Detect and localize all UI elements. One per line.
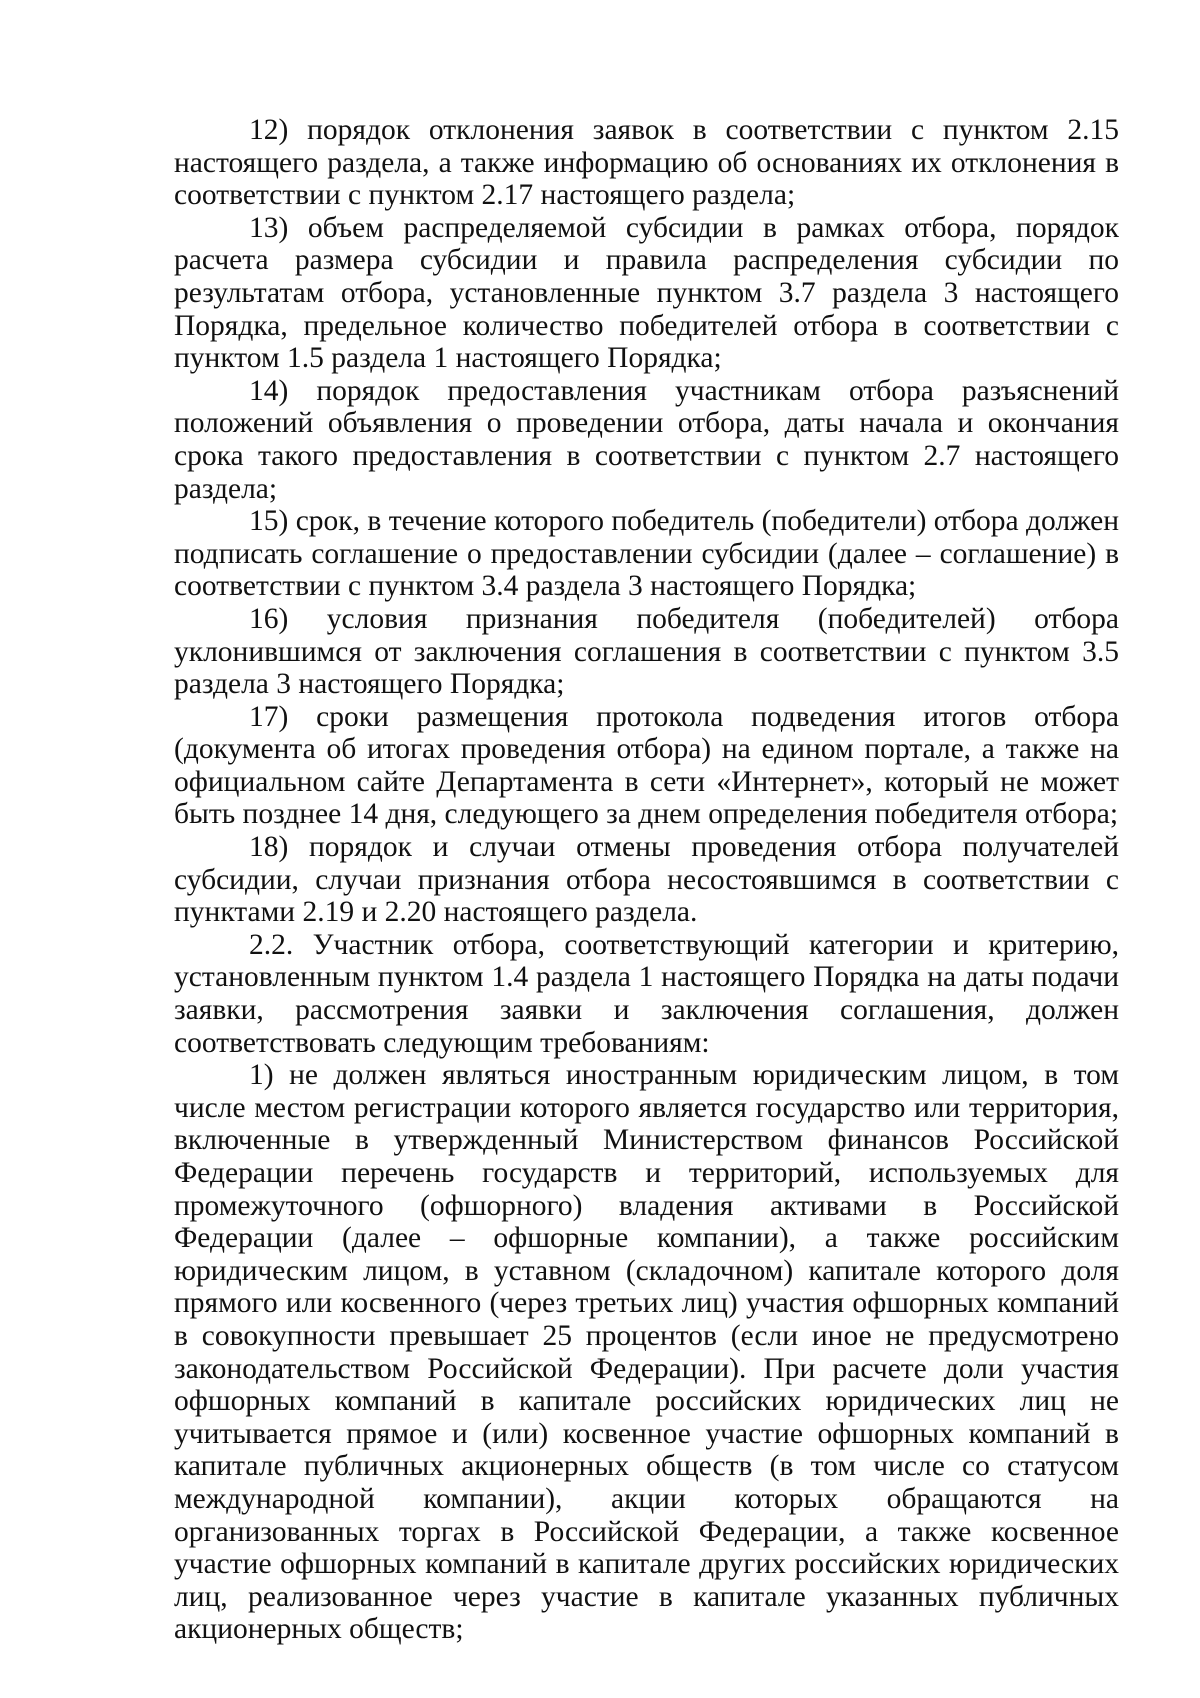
- paragraph-item-12: 12) порядок отклонения заявок в соответствии с пунктом 2.15 настоящего раздела, а также информацию об основаниях их отклонения в соответствии с пунктом 2.17 настоящего раздела;: [174, 114, 1119, 212]
- paragraph-item-13: 13) объем распределяемой субсидии в рамках отбора, порядок расчета размера субсидии и правила распределения субсидии по результатам отбора, установленные пунктом 3.7 раздела 3 настоящего Порядка, предельное количество победителей отбора в соответствии с пунктом 1.5 раздела 1 настоящего Порядка;: [174, 211, 1119, 375]
- paragraph-item-14: 14) порядок предоставления участникам отбора разъяснений положений объявления о проведении отбора, даты начала и окончания срока такого предоставления в соответствии с пунктом 2.7 настоящего раздела;: [174, 374, 1119, 505]
- paragraph-item-17: 17) сроки размещения протокола подведения итогов отбора (документа об итогах проведения отбора) на едином портале, а также на официальном сайте Департамента в сети «Интернет», который не может быть позднее 14 дня, следующего за днем определения победителя отбора;: [174, 700, 1119, 831]
- paragraph-item-15: 15) срок, в течение которого победитель (победители) отбора должен подписать соглашение о предоставлении субсидии (далее – соглашение) в соответствии с пунктом 3.4 раздела 3 настоящего Порядка;: [174, 505, 1119, 603]
- document-page: [174, 114, 1119, 1646]
- paragraph-item-16: 16) условия признания победителя (победителей) отбора уклонившимся от заключения соглашения в соответствии с пунктом 3.5 раздела 3 настоящего Порядка;: [174, 602, 1119, 701]
- paragraph-clause-2-2: 2.2. Участник отбора, соответствующий категории и критерию, установленным пунктом 1.4 раздела 1 настоящего Порядка на даты подачи заявки, рассмотрения заявки и заключения соглашения, должен соответствовать следующим требованиям:: [174, 928, 1119, 1059]
- paragraph-item-18: 18) порядок и случаи отмены проведения отбора получателей субсидии, случаи признания отбора несостоявшимся в соответствии с пунктами 2.19 и 2.20 настоящего раздела.: [174, 831, 1119, 929]
- paragraph-requirement-1: 1) не должен являться иностранным юридическим лицом, в том числе местом регистрации которого является государство или территория, включенные в утвержденный Министерством финансов Российской Федерации перечень государств и территорий, используемых для промежуточного (офшорного) владения активами в Российской Федерации (далее – офшорные компании), а также российским юридическим лицом, в уставном (складочном) капитале которого доля прямого или косвенного (через третьих лиц) участия офшорных компаний в совокупности превышает 25 процентов (если иное не предусмотрено законодательством Российской Федерации). При расчете доли участия офшорных компаний в капитале российских юридических лиц не учитывается прямое и (или) косвенное участие офшорных компаний в капитале публичных акционерных обществ (в том числе со статусом международной компании), акции которых обращаются на организованных торгах в Российской Федерации, а также косвенное участие офшорных компаний в капитале других российских юридических лиц, реализованное через участие в капитале указанных публичных акционерных обществ;: [174, 1059, 1119, 1646]
